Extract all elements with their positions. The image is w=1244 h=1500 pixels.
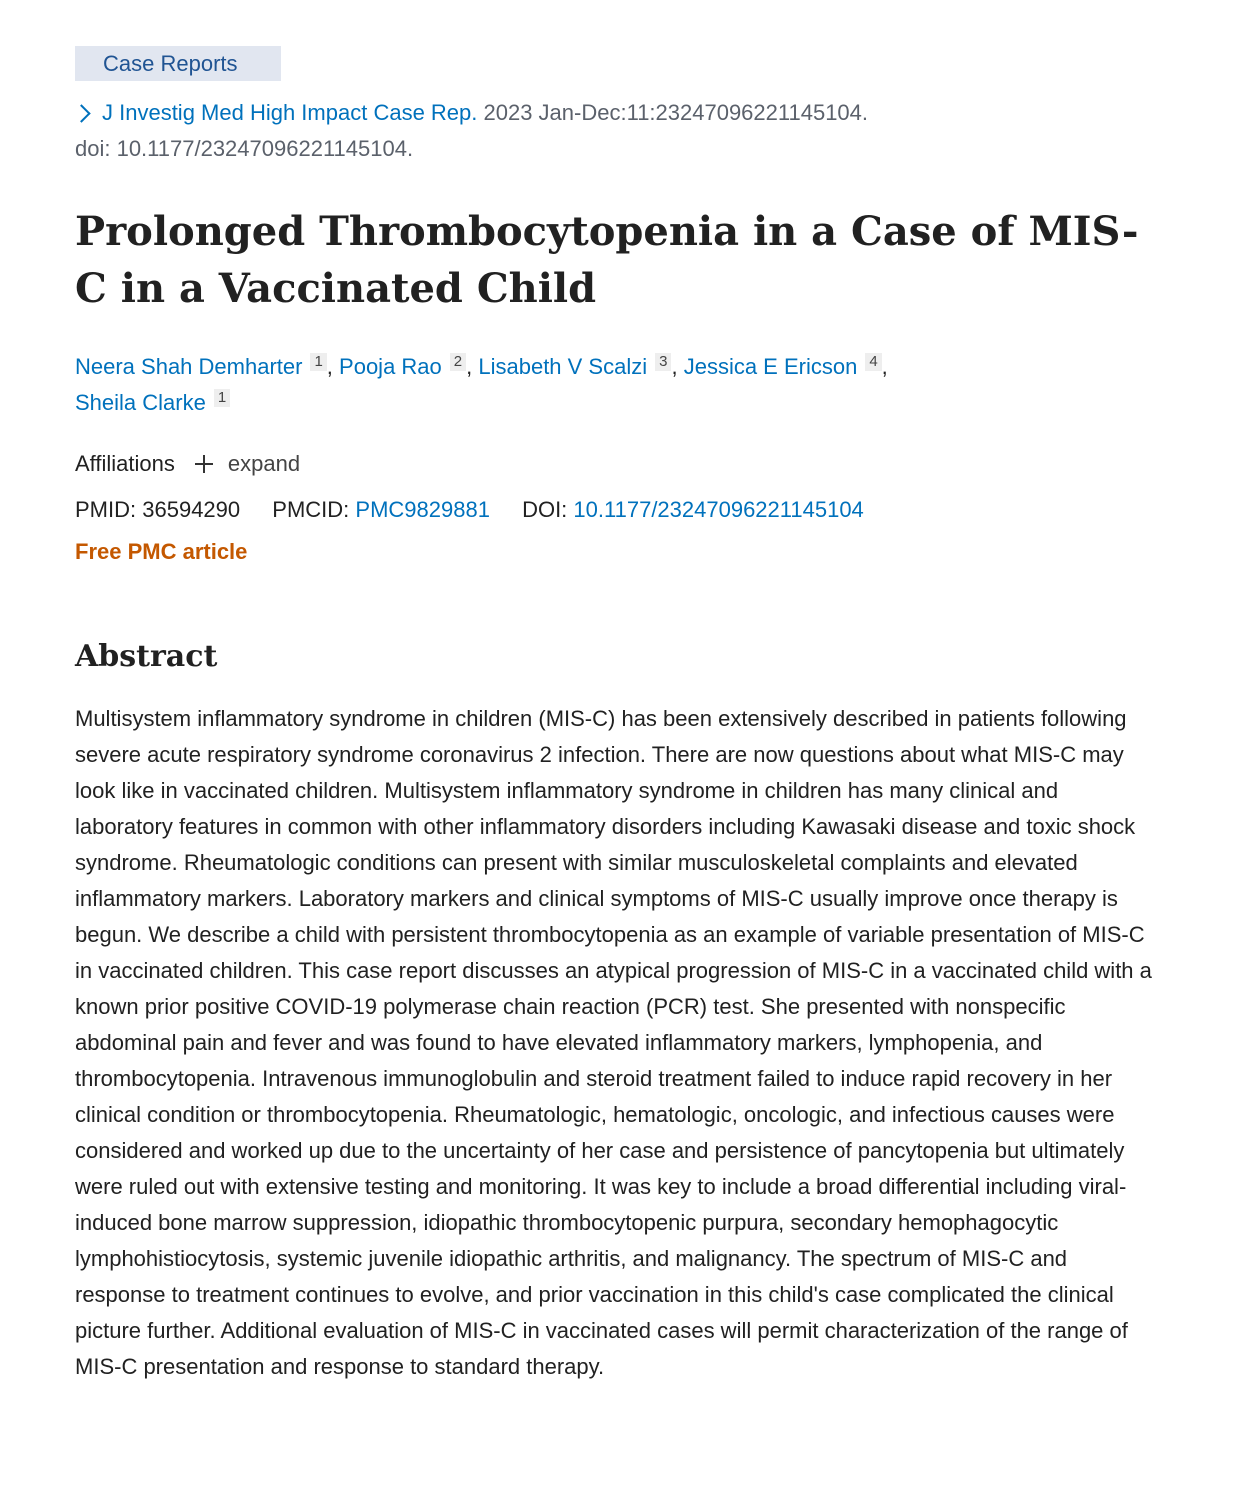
citation-details: 2023 Jan-Dec:11:23247096221145104. — [477, 100, 869, 125]
author-link[interactable]: Neera Shah Demharter — [75, 354, 303, 379]
affiliation-ref[interactable]: 2 — [450, 353, 466, 371]
expand-label: expand — [227, 451, 301, 476]
free-pmc-article-label: Free PMC article — [75, 539, 248, 564]
doi-link[interactable]: 10.1177/23247096221145104 — [573, 497, 864, 522]
affiliation-ref[interactable]: 3 — [655, 353, 671, 371]
abstract-text: Multisystem inflammatory syndrome in children (MIS-C) has been extensively described in patients following severe acute respiratory syndrome coronavirus 2 infection. There are now questions about what MIS-C may look like in vaccinated children. Multisystem inflammatory syndrome in children has many clinical and laboratory features in common with other inflammatory disorders including Kawasaki disease and toxic shock syndrome. Rheumatologic conditions can present with similar musculoskeletal complaints and elevated inflammatory markers. Laboratory markers and clinical symptoms of MIS-C usually improve once therapy is begun. We describe a child with persistent thrombocytopenia as an example of variable presentation of MIS-C in vaccinated children. This case report discusses an atypical progression of MIS-C in a vaccinated child with a known prior positive COVID-19 polymerase chain reaction (PCR) test. She presented with nonspecific abdominal pain and fever and was found to have elevated inflammatory markers, lymphopenia, and thrombocytopenia. Intravenous immunoglobulin and steroid treatment failed to induce rapid recovery in her clinical condition or thrombocytopenia. Rheumatologic, hematologic, oncologic, and infectious causes were considered and worked up due to the uncertainty of her case and persistence of pancytopenia but ultimately were ruled out with extensive testing and monitoring. It was key to include a broad differential including viral-induced bone marrow suppression, idiopathic thrombocytopenic purpura, secondary hemophagocytic lymphohistiocytosis, systemic juvenile idiopathic arthritis, and malignancy. The spectrum of MIS-C and response to treatment continues to evolve, and prior vaccination in this child's case complicated the clinical picture further. Additional evaluation of MIS-C in vaccinated cases will permit characterization of the range of MIS-C presentation and response to standard therapy. — [75, 706, 1152, 1379]
pmcid-link[interactable]: PMC9829881 — [355, 497, 490, 522]
citation — [75, 95, 1175, 167]
pmid-value: 36594290 — [142, 497, 241, 522]
expand-affiliations-button[interactable] — [195, 449, 300, 479]
article-type-badge[interactable]: Case Reports — [75, 46, 281, 81]
page-title: Prolonged Thrombocytopenia in a Case of MIS-C in a Vaccinated Child — [75, 208, 1139, 312]
plus-icon — [195, 455, 213, 473]
pmcid — [272, 497, 490, 522]
pmid — [75, 497, 240, 522]
author-link[interactable]: Sheila Clarke — [75, 390, 206, 415]
doi — [522, 497, 864, 522]
affiliation-ref[interactable]: 1 — [310, 353, 326, 371]
pmid-label: PMID: — [75, 497, 137, 522]
affiliations-label: Affiliations — [75, 451, 175, 476]
affiliation-ref[interactable]: 1 — [214, 389, 230, 407]
affiliations-row — [75, 449, 1175, 479]
pmcid-label: PMCID: — [272, 497, 350, 522]
chevron-right-icon[interactable] — [72, 104, 90, 122]
author-link[interactable]: Jessica E Ericson — [683, 354, 858, 379]
affiliation-ref[interactable]: 4 — [865, 353, 881, 371]
citation-doi: doi: 10.1177/23247096221145104. — [75, 136, 414, 161]
author-list: Neera Shah Demharter 1 , Pooja Rao 2 , Lisabeth V Scalzi 3 , Jessica E Ericson 4 , Sheila Clarke 1 — [75, 353, 888, 415]
doi-label: DOI: — [522, 497, 568, 522]
author-link[interactable]: Lisabeth V Scalzi — [478, 354, 648, 379]
journal-link[interactable]: J Investig Med High Impact Case Rep. — [102, 100, 478, 125]
abstract-heading: Abstract — [75, 639, 218, 674]
identifiers-row — [75, 495, 1175, 525]
author-link[interactable]: Pooja Rao — [339, 354, 442, 379]
